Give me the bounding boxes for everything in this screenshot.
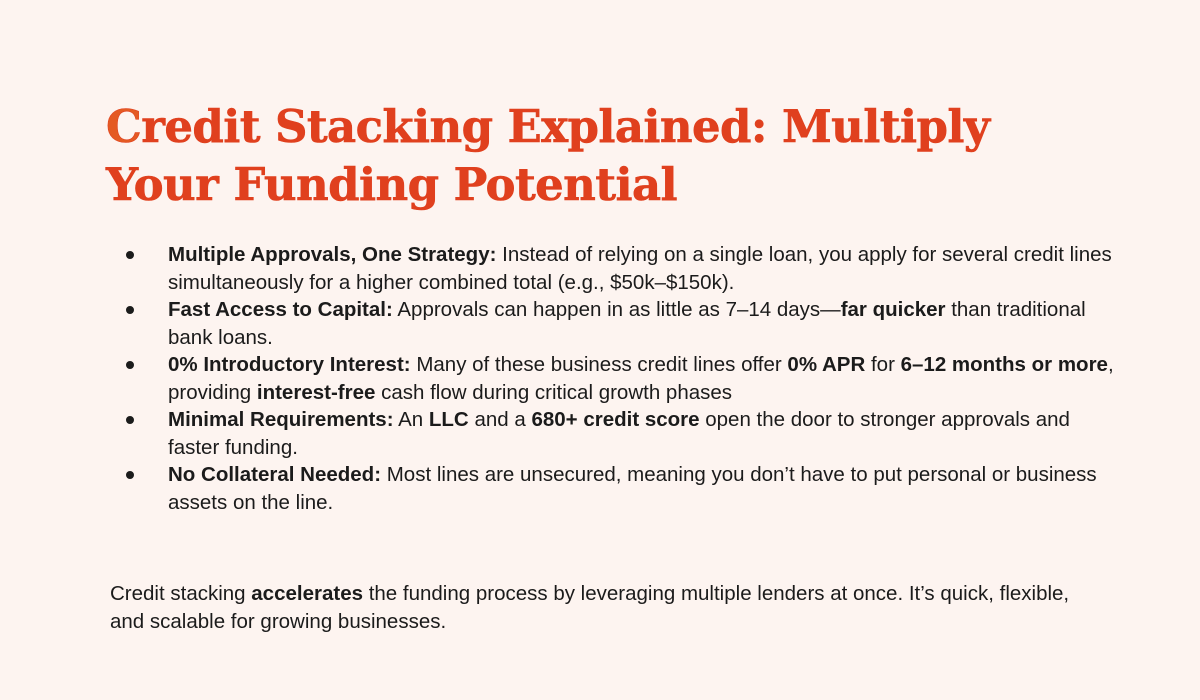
- title-first-letter: C: [106, 100, 142, 153]
- bold-text: No Collateral Needed:: [168, 463, 382, 486]
- text-run: cash flow during critical growth phases: [375, 380, 733, 404]
- bold-text: far quicker: [840, 298, 946, 321]
- text-run: Approvals can happen in as little as 7–14 days—: [392, 298, 841, 321]
- summary-paragraph: [110, 580, 1090, 635]
- bold-text: 680+ credit score: [531, 408, 700, 431]
- text-run: Instead of relying on a single loan, you apply for several credit lines simultaneously for a higher combined total (e.g., $50k–$150k).: [168, 243, 1112, 294]
- bullet-dot-icon: [126, 361, 134, 369]
- bold-text: Multiple Approvals, One Strategy:: [168, 243, 497, 266]
- bold-text: 0% APR: [787, 353, 866, 376]
- title-text: redit Stacking Explained: Multiply Your Funding Potential: [106, 100, 990, 211]
- bold-text: accelerates: [251, 582, 363, 605]
- bullet-dot-icon: [126, 416, 134, 424]
- bullet-text: [168, 353, 1114, 404]
- feature-bullet-list: [124, 241, 1124, 516]
- bullet-item: [124, 296, 1124, 351]
- bold-text: Fast Access to Capital:: [168, 298, 393, 321]
- bullet-text: [168, 243, 1112, 294]
- page-title: [106, 98, 1106, 214]
- bold-text: interest-free: [256, 380, 376, 404]
- bold-text: LLC: [428, 408, 469, 431]
- bullet-item: [124, 406, 1124, 461]
- text-run: the funding process by leveraging multiple lenders at once. It’s quick, flexible, and scalable for growing businesses.: [110, 582, 1070, 633]
- bold-text: 6–12 months or more: [900, 353, 1108, 376]
- bullet-item: [124, 461, 1124, 516]
- text-run: for: [865, 353, 901, 376]
- text-run: , providing: [168, 353, 1114, 404]
- bold-text: Minimal Requirements:: [168, 408, 394, 431]
- text-run: than traditional bank loans.: [168, 298, 1086, 349]
- text-run: open the door to stronger approvals and faster funding.: [168, 408, 1070, 459]
- bullet-item: [124, 351, 1124, 406]
- text-run: An: [393, 408, 429, 431]
- bullet-dot-icon: [126, 251, 134, 259]
- text-run: and a: [468, 408, 532, 431]
- bullet-item: [124, 241, 1124, 296]
- bullet-text: [168, 408, 1070, 459]
- bullet-dot-icon: [126, 306, 134, 314]
- text-run: Most lines are unsecured, meaning you don’t have to put personal or business assets on the line.: [168, 463, 1097, 514]
- text-run: Credit stacking: [110, 582, 252, 605]
- bullet-dot-icon: [126, 471, 134, 479]
- bold-text: 0% Introductory Interest:: [168, 353, 411, 376]
- bullet-text: [168, 298, 1086, 349]
- bullet-text: [168, 463, 1097, 514]
- text-run: Many of these business credit lines offer: [410, 353, 788, 376]
